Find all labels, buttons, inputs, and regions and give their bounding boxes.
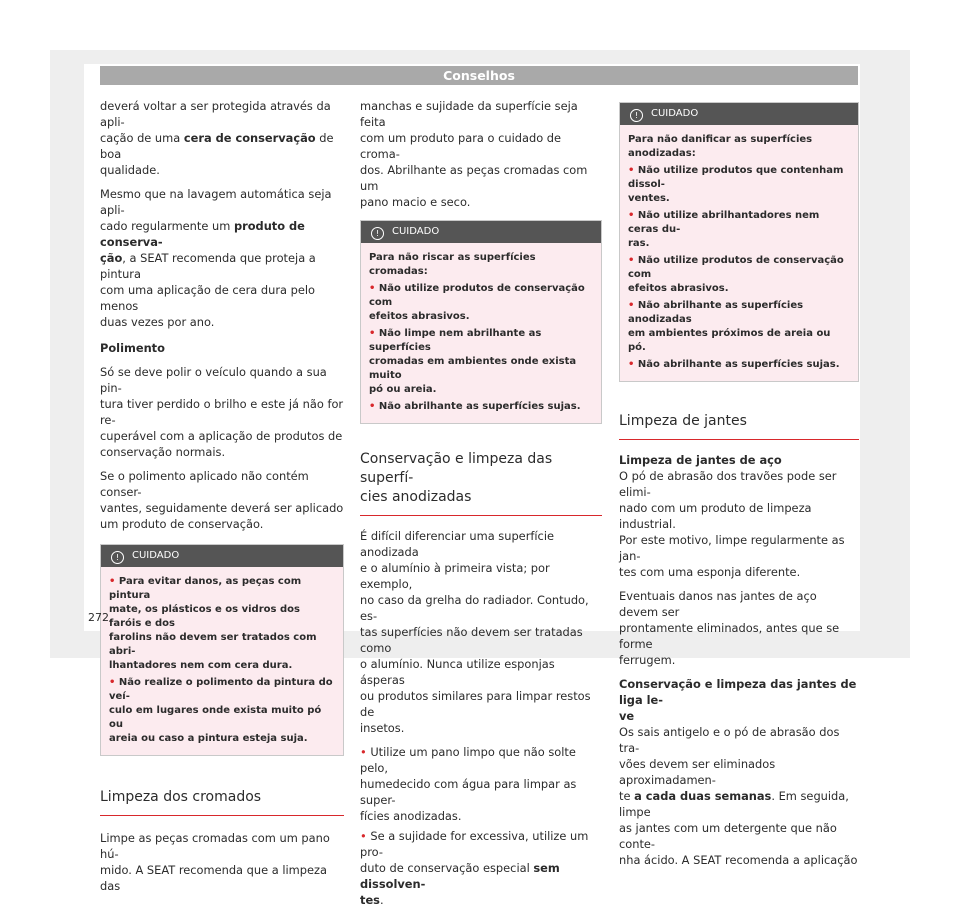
paragraph: Os sais antigelo e o pó de abrasão dos tra- vões devem ser eliminados aproximadamen- te a cada duas semanas. Em seguida, limpe as jantes com um detergente que não conte- nha ácido. A SEAT recomenda a aplicação <box>619 725 858 867</box>
subheading: Conservação e limpeza das jantes de liga le- ve <box>619 677 857 723</box>
list-item: • Não abrilhante as superfícies sujas. <box>628 359 840 370</box>
warning-icon: ! <box>371 227 384 240</box>
section-title: Limpeza dos cromados <box>100 788 344 816</box>
paragraph: Se o polimento aplicado não contém conser- vantes, seguidamente deverá ser aplicado um produto de conservação. <box>100 469 344 531</box>
paragraph: O pó de abrasão dos travões pode ser elimi- nado com um produto de limpeza industrial. Por este motivo, limpe regularmente as jan- tes com uma esponja diferente. <box>619 469 845 579</box>
paragraph: É difícil diferenciar uma superfície anodizada e o alumínio à primeira vista; por exemplo, no caso da grelha do radiador. Contudo, es- tas superfícies não devem ser tratadas como o alumínio. Nunca utilize esponjas ásperas ou produtos similares para limpar restos de insetos. <box>360 529 591 735</box>
list-item: • Para evitar danos, as peças com pintura mate, os plásticos e os vidros dos faróis e dos farolins não devem ser tratados com abri- lhantadores nem com cera dura. <box>109 576 317 671</box>
paragraph: Só se deve polir o veículo quando a sua pin- tura tiver perdido o brilho e este já não for re- cuperável com a aplicação de produtos de conservação normais. <box>100 365 344 459</box>
warning-icon: ! <box>111 551 124 564</box>
page-number: 272 <box>88 611 109 624</box>
header-title: Conselhos <box>443 68 515 83</box>
column-3 <box>619 98 859 876</box>
caution-header: ! CUIDADO <box>361 221 601 243</box>
page-header <box>100 66 858 85</box>
paragraph: Limpe as peças cromadas com um pano hú- mido. A SEAT recomenda que a limpeza das <box>100 831 330 893</box>
caution-body <box>101 567 343 755</box>
paragraph: Eventuais danos nas jantes de aço devem ser prontamente eliminados, antes que se forme ferrugem. <box>619 589 840 667</box>
section-title: Limpeza de jantes <box>619 412 859 440</box>
bullet-item: • Utilize um pano limpo que não solte pelo, humedecido com água para limpar as super- fícies anodizadas. <box>360 745 577 823</box>
column-1 <box>100 98 344 902</box>
caution-box <box>360 220 602 424</box>
list-item: • Não limpe nem abrilhante as superfícies cromadas em ambientes onde exista muito pó ou areia. <box>369 328 577 395</box>
caution-intro: Para não riscar as superfícies cromadas: <box>369 252 536 277</box>
list-item: • Não realize o polimento da pintura do veí- culo em lugares onde exista muito pó ou areia ou caso a pintura esteja suja. <box>109 677 333 744</box>
list-item: • Não abrilhante as superfícies anodizadas em ambientes próximos de areia ou pó. <box>628 300 831 353</box>
paragraph: manchas e sujidade da superfície seja feita com um produto para o cuidado de croma- dos. Abrilhante as peças cromadas com um pano macio e seco. <box>360 99 588 209</box>
list-item: • Não utilize produtos que contenham dissol- ventes. <box>628 165 844 204</box>
caution-box <box>619 102 859 382</box>
list-item: • Não utilize abrilhantadores nem ceras du- ras. <box>628 210 820 249</box>
section-title: Conservação e limpeza das superfí- cies anodizadas <box>360 450 602 516</box>
caution-body <box>620 125 858 381</box>
list-item: • Não abrilhante as superfícies sujas. <box>369 401 581 412</box>
caution-body <box>361 243 601 423</box>
warning-icon: ! <box>630 109 643 122</box>
caution-intro: Para não danificar as superfícies anodizadas: <box>628 134 813 159</box>
subheading-polimento: Polimento <box>100 341 165 355</box>
column-2 <box>360 98 602 916</box>
caution-box <box>100 544 344 756</box>
bullet-item: • Se a sujidade for excessiva, utilize um pro- duto de conservação especial sem dissolven- tes. <box>360 829 589 907</box>
list-item: • Não utilize produtos de conservação com efeitos abrasivos. <box>369 283 585 322</box>
subheading: Limpeza de jantes de aço <box>619 453 782 467</box>
paragraph: Mesmo que na lavagem automática seja apli- cado regularmente um produto de conserva- ção, a SEAT recomenda que proteja a pintura com uma aplicação de cera dura pelo menos duas vezes por ano. <box>100 187 332 329</box>
caution-header: ! CUIDADO <box>620 103 858 125</box>
list-item: • Não utilize produtos de conservação com efeitos abrasivos. <box>628 255 844 294</box>
caution-header: ! CUIDADO <box>101 545 343 567</box>
paragraph: deverá voltar a ser protegida através da apli- cação de uma cera de conservação de boa qualidade. <box>100 99 334 177</box>
